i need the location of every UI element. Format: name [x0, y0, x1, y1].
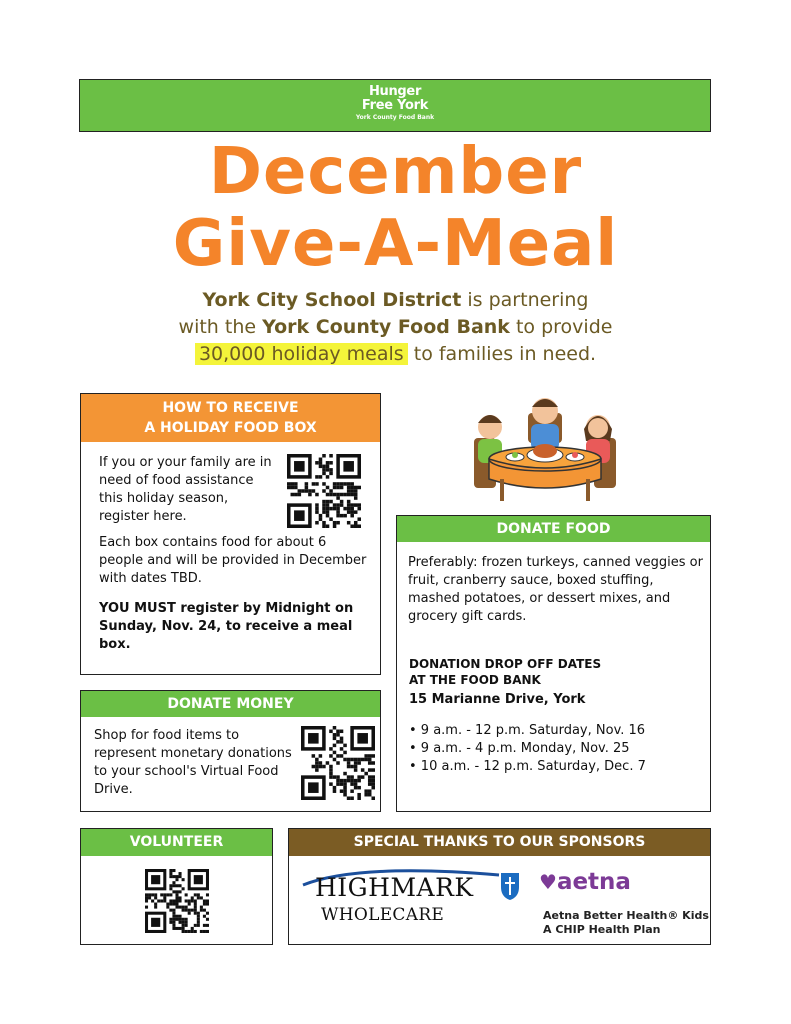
title-line2: Give-A-Meal [172, 207, 619, 281]
org-food-bank: York County Food Bank [262, 316, 510, 338]
heart-icon: ♥ [539, 870, 557, 894]
org-school-district: York City School District [202, 289, 462, 311]
aetna-logo [539, 869, 631, 895]
aetna-logo-text: aetna [556, 869, 631, 895]
volunteer-heading: VOLUNTEER [81, 829, 272, 856]
highmark-logo-text: HIGHMARK [315, 873, 474, 902]
subtitle-line2 [0, 313, 791, 341]
receive-heading-line2: A HOLIDAY FOOD BOX [144, 420, 317, 436]
hunger-free-york-logo [80, 85, 710, 121]
dropoff-date-item: • 9 a.m. - 4 p.m. Monday, Nov. 25 [409, 741, 630, 756]
wholecare-logo-text: WHOLECARE [321, 905, 445, 925]
receive-food-box-panel [80, 393, 381, 675]
subtitle-text2a: with the [178, 316, 263, 338]
subtitle-text1: is partnering [461, 289, 589, 311]
receive-heading [81, 394, 380, 442]
donate-money-heading: DONATE MONEY [81, 691, 380, 717]
donate-money-text: Shop for food items to represent monetary donations to your school's Virtual Food Drive. [94, 728, 292, 797]
receive-deadline-text: YOU MUST register by Midnight on Sunday, Nov. 24, to receive a meal box. [99, 601, 354, 652]
donate-money-panel [80, 690, 381, 812]
dropoff-heading [409, 656, 689, 688]
receive-box-contents-text: Each box contains food for about 6 people and will be provided in December with dates TBD. [99, 535, 367, 586]
logo-line2: Free York [361, 98, 429, 113]
logo-line1: Hunger [368, 84, 422, 99]
volunteer-panel [80, 828, 273, 945]
sponsors-heading: SPECIAL THANKS TO OUR SPONSORS [289, 829, 710, 856]
dropoff-heading-line2: AT THE FOOD BANK [409, 673, 541, 687]
meals-highlight: 30,000 holiday meals [195, 343, 408, 365]
subtitle-line1 [0, 286, 791, 314]
volunteer-qr-code[interactable] [145, 869, 209, 933]
subtitle-line3 [0, 340, 791, 368]
donate-food-panel [396, 515, 711, 812]
dropoff-date-item: • 10 a.m. - 12 p.m. Saturday, Dec. 7 [409, 759, 646, 774]
logo-line3: York County Food Bank [355, 114, 435, 121]
donate-food-heading: DONATE FOOD [397, 516, 710, 542]
dropoff-address: 15 Marianne Drive, York [409, 692, 586, 707]
aetna-kids-text: Aetna Better Health® Kids [543, 909, 709, 922]
donate-food-items-text: Preferably: frozen turkeys, canned veggies or fruit, cranberry sauce, boxed stuffing, mashed potatoes, or dessert mixes, and grocery gift cards. [408, 555, 703, 624]
receive-heading-line1: HOW TO RECEIVE [162, 400, 299, 416]
aetna-chip-text: A CHIP Health Plan [543, 923, 661, 936]
dropoff-heading-line1: DONATION DROP OFF DATES [409, 657, 602, 671]
blue-shield-icon [499, 871, 521, 901]
sponsors-panel [288, 828, 711, 945]
donate-money-qr-code[interactable] [301, 726, 375, 800]
title-line1: December [208, 135, 583, 209]
subtitle-text2b: to provide [509, 316, 613, 338]
receive-qr-code[interactable] [287, 454, 361, 528]
dropoff-dates-list [409, 722, 699, 776]
dropoff-date-item: • 9 a.m. - 12 p.m. Saturday, Nov. 16 [409, 723, 646, 738]
header-banner [79, 79, 711, 132]
receive-register-text: If you or your family are in need of food assistance this holiday season, register here. [99, 455, 272, 524]
family-dinner-illustration [470, 393, 620, 505]
subtitle-text3: to families in need. [407, 343, 597, 365]
